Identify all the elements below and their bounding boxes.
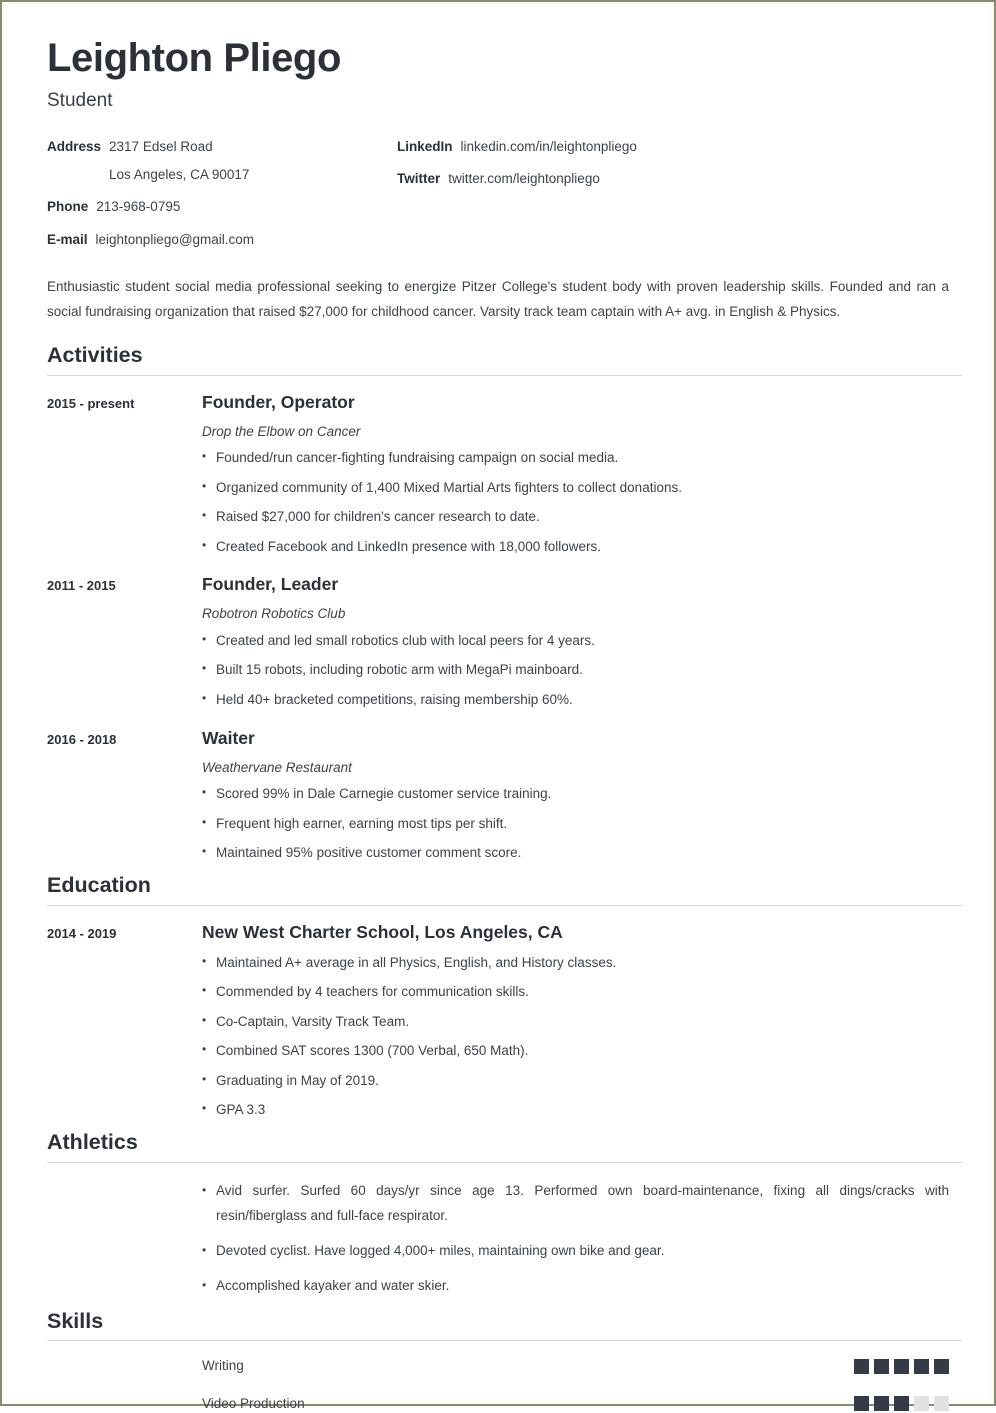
entry-role-title: Waiter — [202, 727, 255, 748]
entry-organization: Drop the Elbow on Cancer — [202, 423, 361, 439]
entry-role-title: Founder, Leader — [202, 574, 339, 595]
education-entry — [47, 922, 949, 1120]
entry-organization: Robotron Robotics Club — [202, 606, 346, 622]
entry-bullet: • Created Facebook and LinkedIn presence with 18,000 followers. — [202, 537, 949, 557]
entry-bullet: • Scored 99% in Dale Carnegie customer service training. — [202, 784, 949, 804]
entry-bullet-list — [202, 448, 949, 556]
section-title-activities: Activities — [47, 342, 143, 367]
skill-level-meter — [854, 1396, 949, 1411]
contact-value-address — [109, 138, 249, 184]
section-title-skills: Skills — [47, 1308, 104, 1333]
entry-body — [202, 922, 949, 1120]
entry-bullet: • GPA 3.3 — [202, 1100, 949, 1120]
skill-level-box — [874, 1396, 889, 1411]
entry-bullet: • Founded/run cancer-fighting fundraising campaign on social media. — [202, 448, 949, 468]
section-divider — [47, 905, 962, 906]
skill-level-box — [914, 1396, 929, 1411]
section-education — [47, 873, 949, 1120]
contact-row-phone — [47, 198, 397, 216]
entry-body — [202, 392, 949, 557]
skill-level-box — [934, 1359, 949, 1374]
section-skills — [47, 1309, 949, 1413]
skill-label: Writing — [202, 1358, 244, 1374]
contact-details — [47, 138, 949, 249]
entry-bullet-list — [202, 953, 949, 1120]
entry-bullet: • Maintained A+ average in all Physics, English, and History classes. — [202, 953, 949, 973]
entry-bullet: • Created and led small robotics club with local peers for 4 years. — [202, 631, 949, 651]
address-line-1: 2317 Edsel Road — [109, 138, 213, 154]
contact-row-email — [47, 231, 397, 249]
section-athletics — [47, 1130, 949, 1299]
skill-row — [47, 1395, 949, 1413]
entry-date: 2011 - 2015 — [47, 578, 116, 594]
entry-body — [202, 1179, 949, 1299]
entry-organization: Weathervane Restaurant — [202, 759, 352, 775]
contact-label-twitter: Twitter — [397, 171, 441, 187]
entry-school-name: New West Charter School, Los Angeles, CA — [202, 921, 563, 942]
entry-date: 2014 - 2019 — [47, 925, 117, 941]
contact-column-left — [47, 138, 397, 249]
contact-label-phone: Phone — [47, 199, 89, 215]
section-divider — [47, 1340, 962, 1341]
entry-bullet: • Combined SAT scores 1300 (700 Verbal, 650 Math). — [202, 1041, 949, 1061]
activity-entry — [47, 392, 949, 557]
entry-bullet: • Avid surfer. Surfed 60 days/yr since age 13. Performed own board-maintenance, fixing all dings/cracks with resin/fiberglass and full-face respirator. — [202, 1179, 949, 1229]
contact-row-address — [47, 138, 397, 184]
resume-header — [47, 37, 949, 325]
activity-entry — [47, 728, 949, 863]
address-line-2: Los Angeles, CA 90017 — [109, 167, 250, 183]
athletics-entry — [47, 1179, 949, 1299]
contact-value-phone: 213-968-0795 — [96, 199, 181, 215]
section-title-athletics: Athletics — [47, 1129, 138, 1154]
resume-content — [7, 7, 989, 1411]
contact-row-linkedin — [397, 138, 949, 156]
skill-row — [47, 1357, 949, 1375]
candidate-job-title: Student — [47, 90, 113, 111]
skill-level-box — [874, 1359, 889, 1374]
professional-summary: Enthusiastic student social media professional seeking to energize Pitzer College's student body with proven leadership skills. Founded and ran a social fundraising organization that raised $27,000 for childhood cancer. Varsity track team captain with A+ avg. in English & Physics. — [47, 278, 949, 319]
entry-body — [202, 574, 949, 709]
contact-value-email[interactable]: leightonpliego@gmail.com — [95, 231, 255, 247]
skill-label: Video Production — [202, 1395, 305, 1411]
skill-level-box — [894, 1359, 909, 1374]
entry-date: 2016 - 2018 — [47, 731, 117, 747]
contact-column-right — [397, 138, 949, 249]
entry-date: 2015 - present — [47, 395, 135, 411]
entry-bullet-list — [202, 631, 949, 710]
entry-date — [47, 1179, 202, 1299]
contact-value-twitter[interactable]: twitter.com/leightonpliego — [448, 171, 600, 187]
entry-bullet: • Commended by 4 teachers for communication skills. — [202, 982, 949, 1002]
skill-level-meter — [854, 1359, 949, 1374]
contact-label-linkedin: LinkedIn — [397, 138, 453, 154]
entry-role-title: Founder, Operator — [202, 391, 355, 412]
entry-bullet: • Accomplished kayaker and water skier. — [202, 1274, 949, 1299]
skill-level-box — [894, 1396, 909, 1411]
skill-level-box — [854, 1396, 869, 1411]
section-title-education: Education — [47, 872, 151, 897]
section-divider — [47, 1162, 962, 1163]
section-activities — [47, 343, 949, 863]
entry-bullet-list — [202, 1179, 949, 1299]
contact-row-twitter — [397, 170, 949, 188]
contact-label-email: E-mail — [47, 231, 88, 247]
skill-level-box — [854, 1359, 869, 1374]
skill-level-box — [914, 1359, 929, 1374]
entry-bullet: • Co-Captain, Varsity Track Team. — [202, 1012, 949, 1032]
section-divider — [47, 375, 962, 376]
entry-bullet: • Built 15 robots, including robotic arm with MegaPi mainboard. — [202, 660, 949, 680]
skill-level-box — [934, 1396, 949, 1411]
entry-bullet: • Graduating in May of 2019. — [202, 1071, 949, 1091]
entry-bullet: • Devoted cyclist. Have logged 4,000+ miles, maintaining own bike and gear. — [202, 1239, 949, 1264]
candidate-name: Leighton Pliego — [47, 36, 341, 80]
entry-bullet: • Frequent high earner, earning most tips per shift. — [202, 814, 949, 834]
contact-value-linkedin[interactable]: linkedin.com/in/leightonpliego — [460, 138, 637, 154]
entry-bullet: • Organized community of 1,400 Mixed Martial Arts fighters to collect donations. — [202, 478, 949, 498]
entry-bullet: • Held 40+ bracketed competitions, raising membership 60%. — [202, 690, 949, 710]
entry-body — [202, 728, 949, 863]
contact-label-address: Address — [47, 138, 102, 154]
entry-bullet-list — [202, 784, 949, 863]
entry-bullet: • Maintained 95% positive customer comment score. — [202, 843, 949, 863]
activity-entry — [47, 574, 949, 709]
entry-bullet: • Raised $27,000 for children's cancer research to date. — [202, 507, 949, 527]
